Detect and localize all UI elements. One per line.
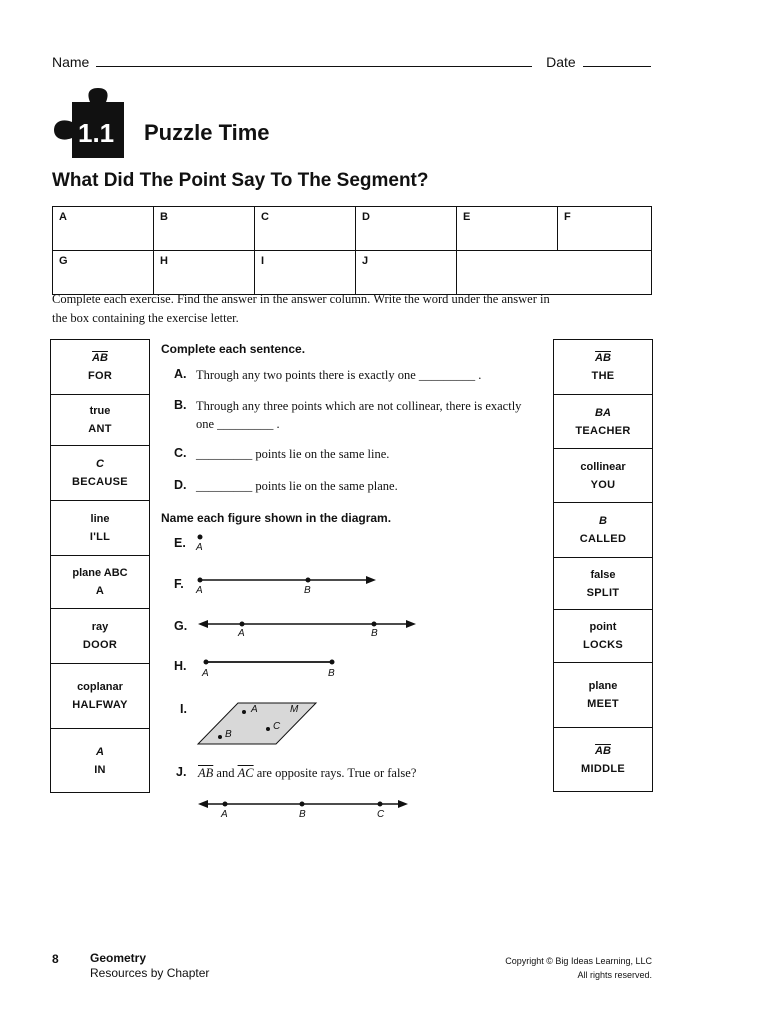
answer-value: true: [89, 405, 111, 417]
answer-word: MEET: [587, 698, 619, 710]
exercise-b-text: Through any three points which are not collinear, there is exactly one _________ .: [196, 399, 522, 431]
answer-value: B: [599, 515, 607, 527]
ray-ab-figure: [194, 572, 384, 588]
answer-value: plane: [588, 680, 618, 692]
answer-word: FOR: [87, 370, 113, 382]
answer-value: ray: [91, 621, 109, 633]
answer-word: I'LL: [89, 531, 111, 543]
exercise-c-label: C.: [174, 446, 187, 460]
answer-word: BECAUSE: [72, 476, 128, 488]
answer-value: A: [96, 745, 104, 758]
answer-word: IN: [94, 763, 106, 776]
exercise-j-text: [198, 764, 528, 782]
section-number: 1.1: [78, 118, 115, 148]
answer-value: $\overline{AB}$: [595, 352, 611, 364]
answer-box: [554, 340, 652, 395]
rights-line: All rights reserved.: [577, 970, 652, 980]
answer-box: [51, 729, 149, 792]
point-label: A: [251, 704, 258, 715]
answer-word: ANT: [88, 423, 112, 435]
date-label: Date: [546, 54, 576, 70]
answer-box: [51, 664, 149, 729]
point-label: A: [196, 542, 203, 553]
exercise-c-text: _________ points lie on the same line.: [196, 447, 390, 461]
exercise-b-label: B.: [174, 398, 187, 412]
answer-grid: [52, 206, 652, 295]
exercise-a-label: A.: [174, 367, 187, 381]
grid-cell-a[interactable]: A: [53, 207, 154, 251]
exercise-h-label: H.: [174, 659, 187, 673]
exercise-j-label: J.: [176, 765, 187, 779]
point-label: M: [290, 704, 299, 715]
grid-cell-d[interactable]: D: [356, 207, 457, 251]
date-field[interactable]: [583, 54, 651, 67]
grid-cell-b[interactable]: B: [154, 207, 255, 251]
riddle-question: What Did The Point Say To The Segment?: [52, 170, 429, 191]
exercise-a-text: Through any two points there is exactly one _________ .: [196, 368, 482, 382]
j-and: and: [216, 766, 235, 780]
point-label: B: [225, 729, 232, 740]
book-title: Geometry: [90, 951, 147, 965]
left-answer-column: [50, 339, 150, 793]
grid-cell-j[interactable]: J: [356, 251, 457, 295]
exercise-d-text: _________ points lie on the same plane.: [196, 479, 398, 493]
answer-word: MIDDLE: [581, 762, 625, 775]
answer-value: BA: [595, 406, 611, 419]
answer-word: LOCKS: [583, 639, 623, 651]
point-label: C: [273, 721, 281, 732]
line-ab-figure: [196, 616, 420, 632]
copyright-line: Copyright © Big Ideas Learning, LLC: [505, 956, 652, 966]
name-date-line: [52, 54, 651, 70]
answer-word: CALLED: [579, 533, 627, 545]
answer-word: THE: [591, 370, 615, 382]
exercise-g-label: G.: [174, 619, 188, 633]
j-question: are opposite rays. True or false?: [256, 766, 417, 780]
point-label: B: [299, 809, 306, 820]
exercise-e-label: E.: [174, 536, 186, 550]
book-subtitle: Resources by Chapter: [90, 966, 210, 980]
grid-cell-e[interactable]: E: [457, 207, 558, 251]
answer-box: [554, 610, 652, 663]
point-label: A: [196, 585, 203, 596]
section-heading-sentences: Complete each sentence.: [161, 342, 306, 356]
answer-value: point: [589, 621, 617, 633]
answer-box: [51, 446, 149, 501]
page-title: Puzzle Time: [144, 120, 270, 145]
answer-value: $\overline{AB}$: [92, 352, 108, 364]
point-label: C: [377, 809, 385, 820]
exercise-d-label: D.: [174, 478, 187, 492]
answer-word: SPLIT: [586, 586, 620, 599]
grid-cell-g[interactable]: G: [53, 251, 154, 295]
answer-value: coplanar: [77, 681, 123, 693]
answer-box: [554, 395, 652, 449]
answer-box: [554, 558, 652, 610]
answer-box: [51, 501, 149, 556]
grid-cell-i[interactable]: I: [255, 251, 356, 295]
grid-cell-f[interactable]: F: [558, 207, 652, 251]
answer-box: [51, 395, 149, 446]
answer-box: [51, 609, 149, 664]
ray-ac-notation: $\overline{AC}$: [237, 766, 254, 780]
answer-word: YOU: [590, 478, 616, 491]
exercise-f-label: F.: [174, 577, 184, 591]
point-label: B: [304, 585, 311, 596]
copyright: [505, 954, 652, 982]
answer-box: [51, 340, 149, 395]
answer-word: TEACHER: [575, 424, 631, 437]
answer-word: A: [95, 585, 105, 597]
answer-value: C: [96, 458, 104, 470]
plane-figure: [196, 700, 320, 748]
answer-box: [554, 663, 652, 728]
name-label: Name: [52, 54, 90, 70]
answer-box: [554, 449, 652, 503]
ray-ab-notation: $\overline{AB}$: [198, 766, 214, 780]
segment-ab-figure: [200, 654, 340, 670]
answer-value: line: [90, 513, 110, 525]
point-label: B: [371, 628, 378, 639]
name-field[interactable]: [96, 54, 532, 67]
answer-box: [51, 556, 149, 609]
answer-value: $\overline{AB}$: [595, 744, 611, 757]
right-answer-column: [553, 339, 653, 792]
answer-value: false: [590, 568, 616, 581]
grid-cell-h[interactable]: H: [154, 251, 255, 295]
answer-value: plane ABC: [72, 567, 128, 579]
point-label: A: [238, 628, 245, 639]
point-label: A: [221, 809, 228, 820]
answer-box: [554, 503, 652, 558]
page-number: 8: [52, 952, 59, 966]
answer-value: collinear: [580, 460, 626, 473]
answer-word: HALFWAY: [72, 699, 128, 711]
instructions: Complete each exercise. Find the answer in the answer column. Write the word under the answer in the box containing the exercise letter.: [52, 292, 550, 325]
grid-cell-empty: [457, 251, 652, 295]
answer-word: DOOR: [82, 639, 118, 651]
point-label: A: [202, 668, 209, 679]
answer-box: [554, 728, 652, 791]
grid-cell-c[interactable]: C: [255, 207, 356, 251]
section-heading-diagram: Name each figure shown in the diagram.: [161, 511, 392, 525]
exercise-i-label: I.: [180, 702, 187, 716]
point-label: B: [328, 668, 335, 679]
